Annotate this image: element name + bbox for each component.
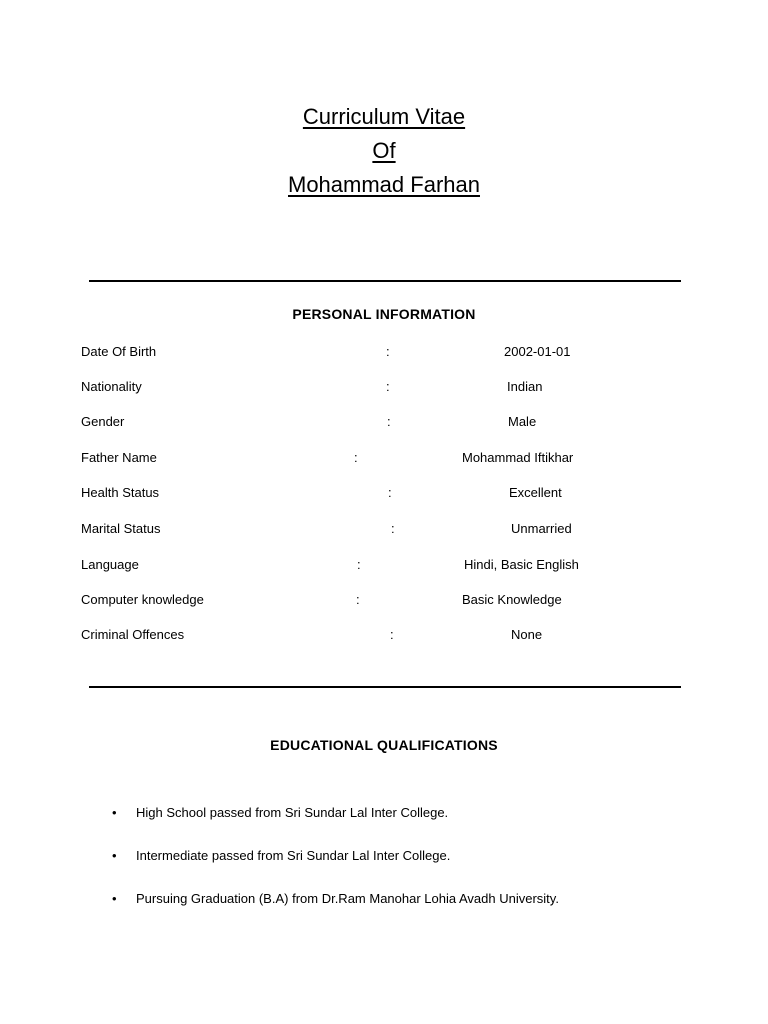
info-value: Basic Knowledge (462, 592, 562, 607)
info-label: Nationality (81, 379, 142, 394)
cv-title (0, 103, 768, 131)
info-value: None (511, 627, 543, 642)
info-separator: : (386, 379, 390, 394)
info-row-nationality (0, 379, 768, 399)
info-label: Criminal Offences (81, 627, 185, 642)
info-value: Male (508, 414, 537, 429)
cv-title-of (0, 137, 768, 165)
education-item-text: Intermediate passed from Sri Sundar Lal Inter College. (136, 848, 451, 863)
info-row-health-status (0, 485, 768, 505)
info-separator: : (357, 557, 361, 572)
info-row-father-name (0, 450, 768, 470)
education-item-text: Pursuing Graduation (B.A) from Dr.Ram Manohar Lohia Avadh University. (136, 891, 559, 906)
info-value: Excellent (509, 485, 562, 500)
info-label: Father Name (81, 450, 157, 465)
info-value: Mohammad Iftikhar (462, 450, 574, 465)
bullet-icon: • (112, 848, 117, 863)
info-row-marital-status (0, 521, 768, 541)
info-value: Hindi, Basic English (464, 557, 579, 572)
info-row-dob (0, 344, 768, 364)
bullet-icon: • (112, 891, 117, 906)
info-separator: : (391, 521, 395, 536)
info-label: Marital Status (81, 521, 161, 536)
info-value: Unmarried (511, 521, 572, 536)
info-label: Gender (81, 414, 125, 429)
info-label: Date Of Birth (81, 344, 157, 359)
candidate-name (0, 171, 768, 199)
info-label: Language (81, 557, 139, 572)
cv-title-text: Curriculum Vitae (302, 104, 466, 129)
info-separator: : (387, 414, 391, 429)
info-separator: : (354, 450, 358, 465)
middle-divider (89, 686, 681, 688)
candidate-name-text: Mohammad Farhan (288, 172, 480, 197)
info-separator: : (388, 485, 392, 500)
info-value: 2002-01-01 (504, 344, 571, 359)
info-row-criminal-offences (0, 627, 768, 647)
info-label: Health Status (81, 485, 160, 500)
info-label: Computer knowledge (81, 592, 204, 607)
cv-title-of-text: Of (372, 138, 396, 163)
info-row-language (0, 557, 768, 577)
education-item-text: High School passed from Sri Sundar Lal Inter College. (136, 805, 449, 820)
personal-info-heading: PERSONAL INFORMATION (292, 306, 476, 322)
info-value: Indian (507, 379, 543, 394)
info-separator: : (356, 592, 360, 607)
info-separator: : (390, 627, 394, 642)
bullet-icon: • (112, 805, 117, 820)
education-heading: EDUCATIONAL QUALIFICATIONS (270, 737, 498, 753)
top-divider (89, 280, 681, 282)
info-row-gender (0, 414, 768, 434)
info-separator: : (386, 344, 390, 359)
info-row-computer-knowledge (0, 592, 768, 612)
